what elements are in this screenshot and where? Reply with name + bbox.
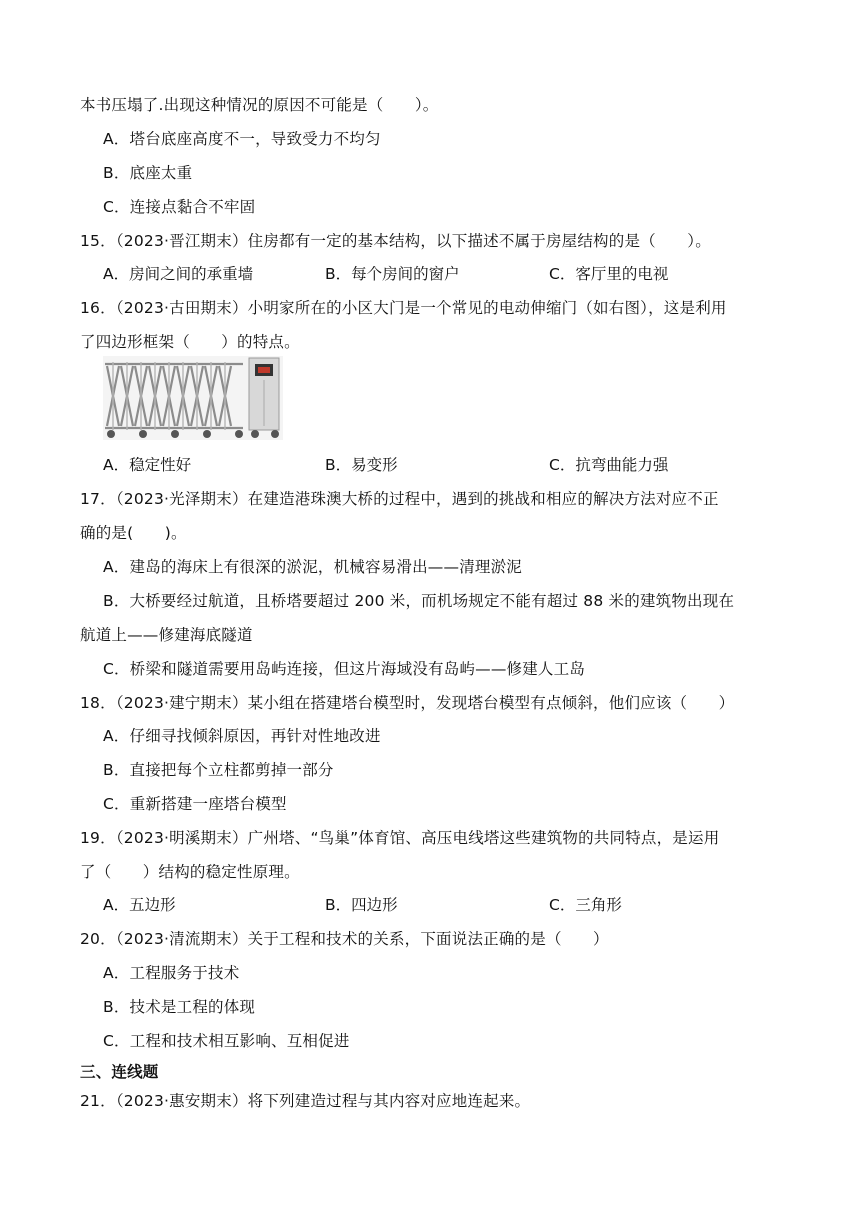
question-14-option-c: C．连接点黏合不牢固 xyxy=(103,198,256,216)
question-19-line-2: 了（ ）结构的稳定性原理。 xyxy=(80,863,300,881)
question-15: 15．（2023·晋江期末）住房都有一定的基本结构，以下描述不属于房屋结构的是（ ）。 xyxy=(80,232,711,250)
question-20-option-a: A．工程服务于技术 xyxy=(103,964,240,982)
question-19-option-c: C．三角形 xyxy=(549,896,622,914)
question-15-option-c: C．客厅里的电视 xyxy=(549,265,669,283)
question-18: 18．（2023·建宁期末）某小组在搭建塔台模型时，发现塔台模型有点倾斜，他们应该（ ） xyxy=(80,694,735,712)
question-17-option-b-line-1: B．大桥要经过航道，且桥塔要超过 200 米，而机场规定不能有超过 88 米的建筑物出现在 xyxy=(103,592,735,610)
section-3-heading: 三、连线题 xyxy=(80,1063,159,1081)
question-18-option-c: C．重新搭建一座塔台模型 xyxy=(103,795,287,813)
question-20-option-c: C．工程和技术相互影响、互相促进 xyxy=(103,1032,350,1050)
question-14-continuation: 本书压塌了.出现这种情况的原因不可能是（ ）。 xyxy=(80,96,439,114)
question-19-option-a: A．五边形 xyxy=(103,896,176,914)
question-14-option-a: A．塔台底座高度不一，导致受力不均匀 xyxy=(103,130,381,148)
question-18-option-b: B．直接把每个立柱都剪掉一部分 xyxy=(103,761,334,779)
question-18-option-a: A．仔细寻找倾斜原因，再针对性地改进 xyxy=(103,727,381,745)
question-15-option-b: B．每个房间的窗户 xyxy=(325,265,460,283)
question-16-option-c: C．抗弯曲能力强 xyxy=(549,456,669,474)
question-16-line-2: 了四边形框架（ ）的特点。 xyxy=(80,333,300,351)
telescopic-gate-image xyxy=(103,356,283,440)
question-14-option-b: B．底座太重 xyxy=(103,164,193,182)
question-17-option-c: C．桥梁和隧道需要用岛屿连接，但这片海域没有岛屿——修建人工岛 xyxy=(103,660,586,678)
question-17-option-a: A．建岛的海床上有很深的淤泥，机械容易滑出——清理淤泥 xyxy=(103,558,523,576)
question-17-line-2: 确的是( )。 xyxy=(80,524,187,542)
question-16-option-a: A．稳定性好 xyxy=(103,456,192,474)
question-16-line-1: 16．（2023·古田期末）小明家所在的小区大门是一个常见的电动伸缩门（如右图），这是利用 xyxy=(80,299,727,317)
question-15-option-a: A．房间之间的承重墙 xyxy=(103,265,254,283)
question-17-line-1: 17．（2023·光泽期末）在建造港珠澳大桥的过程中，遇到的挑战和相应的解决方法对应不正 xyxy=(80,490,719,508)
question-19-line-1: 19．（2023·明溪期末）广州塔、“鸟巢”体育馆、高压电线塔这些建筑物的共同特点，是运用 xyxy=(80,829,720,847)
question-16-option-b: B．易变形 xyxy=(325,456,398,474)
question-20-option-b: B．技术是工程的体现 xyxy=(103,998,256,1016)
question-17-option-b-line-2: 航道上——修建海底隧道 xyxy=(80,626,253,644)
question-19-option-b: B．四边形 xyxy=(325,896,398,914)
question-20: 20．（2023·清流期末）关于工程和技术的关系，下面说法正确的是（ ） xyxy=(80,930,609,948)
question-21: 21．（2023·惠安期末）将下列建造过程与其内容对应地连起来。 xyxy=(80,1092,531,1110)
